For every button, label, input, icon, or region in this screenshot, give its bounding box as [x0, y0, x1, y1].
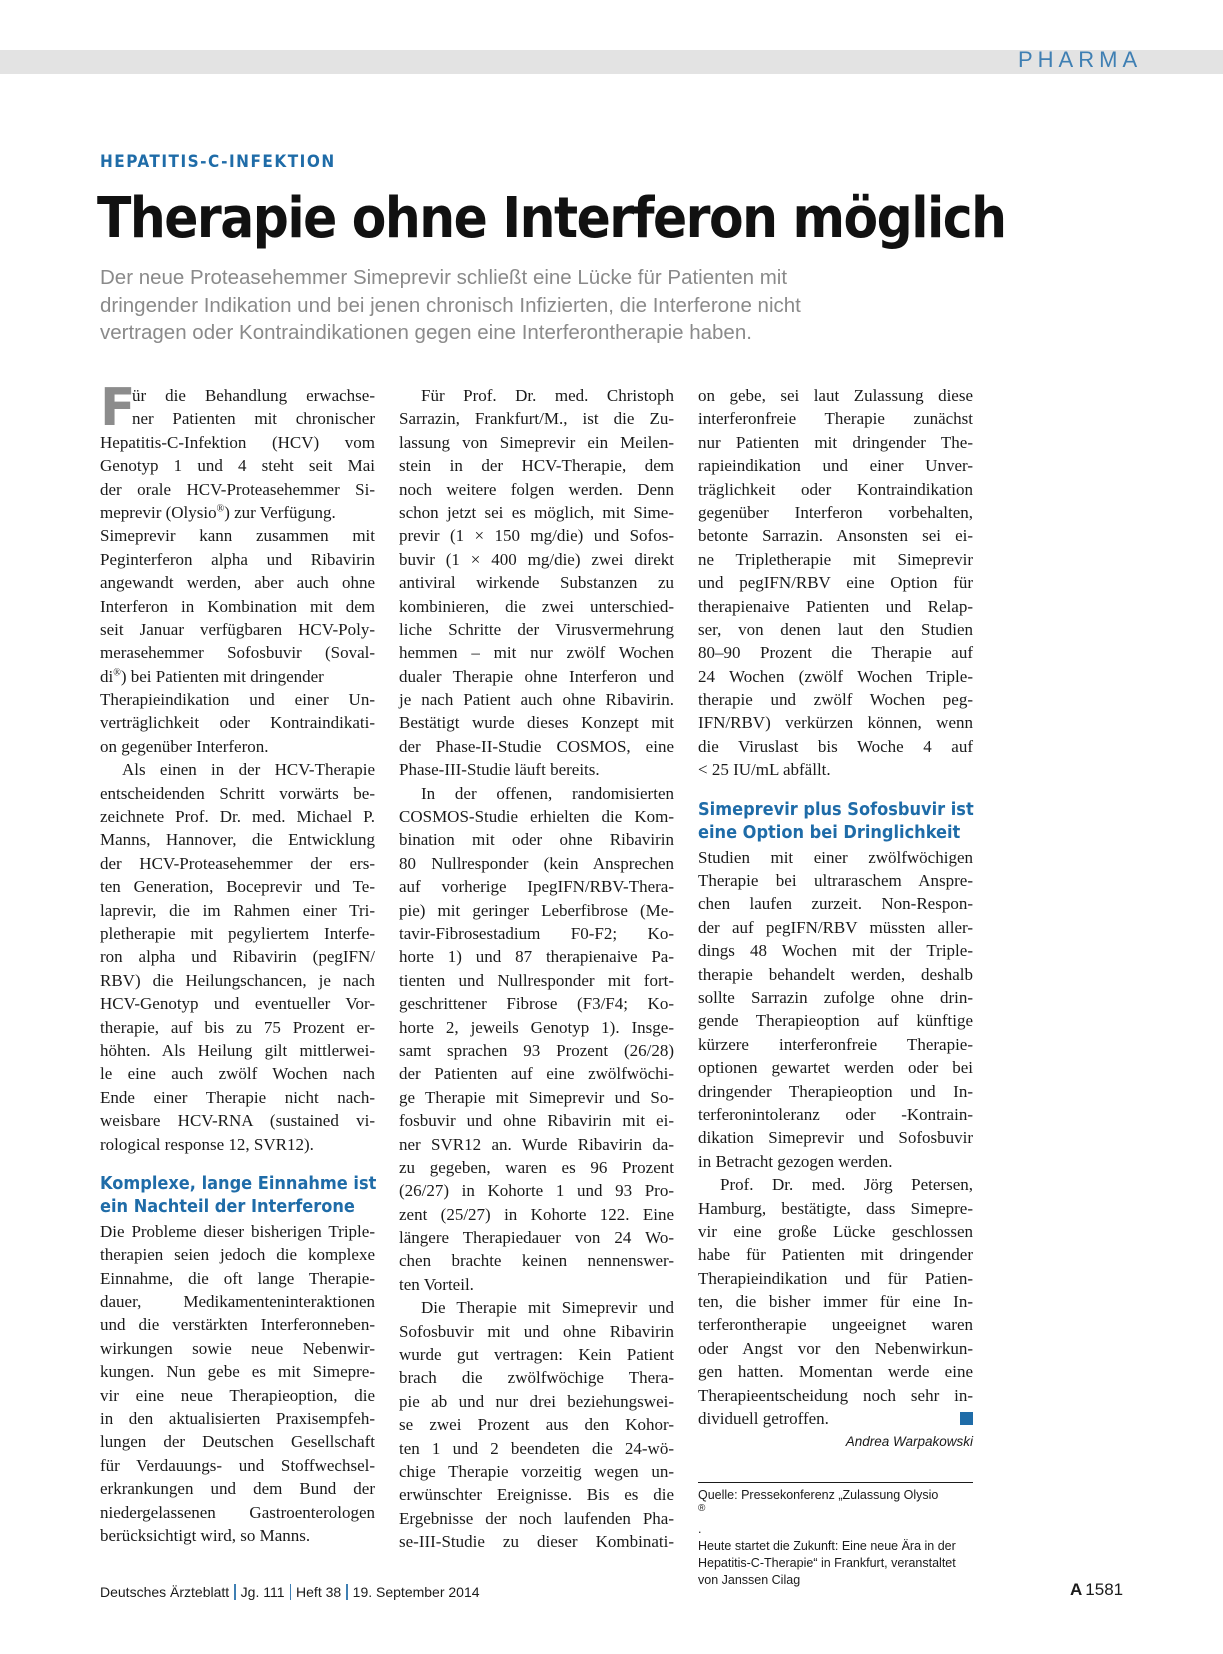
text-line: < 25 IU/mL abfällt.	[698, 760, 831, 780]
text-line: vir eine große Lücke geschlossen	[698, 1221, 973, 1241]
author-byline: Andrea Warpakowski	[845, 1434, 973, 1450]
text-line: ner SVR12 an. Wurde Ribavirin da-	[399, 1134, 674, 1154]
text-line: schon jetzt sei es möglich, mit Sime-	[399, 502, 674, 522]
column-3	[698, 384, 973, 1453]
paragraph	[100, 758, 375, 1156]
text-line	[698, 1407, 973, 1430]
text-line: die Viruslast bis Woche 4 auf	[698, 736, 973, 756]
text-line: gegenüber Interferon vorbehalten,	[698, 502, 973, 522]
text-line: brach die zwölfwöchige Thera-	[399, 1368, 674, 1388]
text-fragment: ) bei Patienten mit dringender	[120, 666, 324, 686]
text-line: lassung von Simeprevir ein Meilen-	[399, 432, 674, 452]
text-line: in Betracht gezogen werden.	[698, 1151, 893, 1171]
text-line: therapien seien jedoch die komplexe	[100, 1245, 375, 1265]
text-line: ten 1 und 2 beendeten die 24-wö-	[399, 1438, 674, 1458]
column-1	[100, 378, 377, 1547]
text-line: Einnahme, die oft lange Therapie-	[100, 1268, 375, 1288]
text-line: Hepatitis-C-Infektion (HCV) vom	[100, 432, 375, 452]
text-line: therapie und zwölf Wochen peg-	[698, 690, 973, 710]
page-number	[1070, 1580, 1123, 1600]
text-line: bination mit oder ohne Ribavirin	[399, 830, 674, 850]
text-line: zu gegeben, waren es 96 Prozent	[399, 1157, 674, 1177]
text-line: optionen gewartet werden oder bei	[698, 1058, 973, 1078]
text-line: Für Prof. Dr. med. Christoph	[421, 386, 674, 405]
text-line: der auf pegIFN/RBV müssten aller-	[698, 917, 973, 937]
text-line: In der offenen, randomisierten	[421, 783, 674, 803]
text-line: weisbare HCV-RNA (sustained vi-	[100, 1111, 375, 1131]
text-line: stein in der HCV-Therapie, dem	[399, 456, 674, 476]
text-line: interferonfreie Therapie zunächst	[698, 409, 973, 429]
text-line: nur Patienten mit dringender The-	[698, 432, 973, 452]
text-line: erwünschter Ereignisse. Bis es die	[399, 1485, 674, 1505]
text-line: ten, die bisher immer für eine In-	[698, 1292, 973, 1312]
text-line	[100, 501, 375, 524]
text-line: Die Probleme dieser bisherigen Triple-	[100, 1221, 375, 1241]
text-line: ten Vorteil.	[399, 1274, 474, 1294]
text-line: horte 1) und 87 therapienaive Pa-	[399, 947, 674, 967]
text-line: tienten und Nullresponder mit fort-	[399, 970, 674, 990]
text-line: ten Generation, Boceprevir und Te-	[100, 877, 375, 897]
subheading-line: Komplexe, lange Einnahme ist	[100, 1172, 377, 1194]
paragraph	[399, 782, 674, 1297]
text-line: ne Tripletherapie mit Simeprevir	[698, 549, 973, 569]
article-title: Therapie ohne Interferon möglich	[97, 186, 1006, 251]
lead-line: dringender Indikation und bei jenen chronisch Infizierten, die Interferone nicht	[100, 293, 801, 317]
registered-mark: ®	[698, 1502, 706, 1514]
article-kicker: HEPATITIS-C-INFEKTION	[100, 152, 336, 172]
source-line	[698, 1487, 973, 1538]
text-line: hemmen – mit nur zwölf Wochen	[399, 643, 674, 663]
text-line: habe für Patienten mit dringender	[698, 1245, 973, 1265]
lead-line: vertragen oder Kontraindikationen gegen eine Interferontherapie haben.	[100, 321, 752, 344]
text-line: dringender Therapieoption und In-	[698, 1081, 973, 1101]
text-line: therapienaive Patienten und Relap-	[698, 596, 973, 616]
text-line: der Phase-II-Studie COSMOS, eine	[399, 736, 674, 756]
text-line: niedergelassenen Gastroenterologen	[100, 1502, 375, 1522]
column-2	[399, 384, 674, 1554]
text-line: der HCV-Proteasehemmer der ers-	[100, 853, 375, 873]
text-line: oder Angst vor den Nebenwirkun-	[698, 1338, 973, 1358]
text-line: dikation Simeprevir und Sofosbuvir	[698, 1128, 973, 1148]
subheading-line: Simeprevir plus Sofosbuvir ist	[698, 798, 974, 820]
text-line: liche Schritte der Virusvermehrung	[399, 619, 674, 639]
text-line: verträglichkeit oder Kontraindikati-	[100, 713, 375, 733]
subheading	[698, 798, 973, 844]
text-line: in den aktualisierten Praxisempfeh-	[100, 1409, 375, 1429]
text-line: ser, von denen laut den Studien	[698, 619, 973, 639]
section-label: PHARMA	[1018, 47, 1143, 72]
text-line: Bestätigt wurde dieses Konzept mit	[399, 713, 674, 733]
journal-issue: Heft 38	[296, 1584, 342, 1600]
source-line: Heute startet die Zukunft: Eine neue Ära in der	[698, 1539, 956, 1553]
text-line: Sofosbuvir mit und ohne Ribavirin	[399, 1321, 674, 1341]
text-line: Therapieentscheidung noch sehr in-	[698, 1385, 973, 1405]
text-line: kürzere interferonfreie Therapie-	[698, 1034, 973, 1054]
text-line: ner Patienten mit chronischer	[132, 409, 375, 429]
text-line: angewandt werden, aber auch ohne	[100, 573, 375, 593]
text-line: previr (1 × 150 mg/die) und Sofos-	[399, 526, 674, 546]
source-line: Hepatitis-C-Therapie“ in Frankfurt, veranstaltet	[698, 1556, 956, 1570]
text-line: Die Therapie mit Simeprevir und	[421, 1298, 674, 1318]
journal-name: Deutsches Ärzteblatt	[100, 1584, 230, 1600]
text-fragment: meprevir (Olysio	[100, 502, 217, 522]
text-line: on gegenüber Interferon.	[100, 736, 269, 756]
text-fragment: di	[100, 666, 114, 686]
text-line: le eine auch zwölf Wochen nach	[100, 1064, 375, 1084]
text-line: gen hatten. Momentan werde eine	[698, 1362, 973, 1382]
text-line: HCV-Genotyp und eventueller Vor-	[100, 994, 375, 1014]
page-footer	[100, 1584, 480, 1600]
text-line: chen brachte keinen nennenswer-	[399, 1251, 674, 1271]
text-line: dings 48 Wochen mit der Triple-	[698, 941, 973, 961]
text-line: se-III-Studie zu dieser Kombinati-	[399, 1532, 674, 1552]
end-mark-icon	[960, 1412, 973, 1425]
text-line: fosbuvir und ohne Ribavirin mit ei-	[399, 1111, 674, 1131]
text-line	[100, 665, 375, 688]
text-line: der Patienten auf eine zwölfwöchi-	[399, 1064, 674, 1084]
text-line: seit Januar verfügbaren HCV-Poly-	[100, 619, 375, 639]
text-line: chige Therapie vorzeitig wegen un-	[399, 1461, 674, 1481]
text-line: 24 Wochen (zwölf Wochen Triple-	[698, 666, 973, 686]
text-line: ür die Behandlung erwachse-	[132, 386, 375, 405]
text-line: dualer Therapie ohne Interferon und	[399, 666, 674, 686]
footer-separator	[346, 1584, 348, 1600]
text-line: horte 2, jeweils Genotyp 1). Insge-	[399, 1017, 674, 1037]
text-line: se zwei Prozent aus den Kohor-	[399, 1415, 674, 1435]
text-line: chen laufen zurzeit. Non-Respon-	[698, 894, 973, 914]
text-line: erkrankungen und dem Bund der	[100, 1479, 375, 1499]
text-line: ge Therapie mit Simeprevir und So-	[399, 1087, 674, 1107]
text-line: Therapieindikation und für Patien-	[698, 1268, 973, 1288]
subheading	[100, 1172, 375, 1218]
registered-mark: ®	[216, 503, 225, 515]
text-line: träglichkeit oder Kontraindikation	[698, 479, 973, 499]
paragraph	[100, 1220, 375, 1547]
text-line: betonte Sarrazin. Ansonsten sei ei-	[698, 526, 973, 546]
text-line: wurde gut vertragen: Kein Patient	[399, 1345, 674, 1365]
text-line: RBV) die Heilungschancen, je nach	[100, 970, 375, 990]
text-line: (26/27) in Kohorte 1 und 93 Pro-	[399, 1181, 674, 1201]
text-line: pletherapie mit pegyliertem Interfe-	[100, 923, 375, 943]
text-line: tavir-Fibrosestadium F0-F2; Ko-	[399, 923, 674, 943]
text-line: dauer, Medikamenteninteraktionen	[100, 1292, 375, 1312]
text-line: therapie, auf bis zu 75 Prozent er-	[100, 1017, 375, 1037]
text-line: Hamburg, bestätigte, dass Simepre-	[698, 1198, 973, 1218]
text-line: längere Therapiedauer von 24 Wo-	[399, 1228, 674, 1248]
source-note	[698, 1482, 973, 1589]
page-number-value: 1581	[1085, 1580, 1124, 1599]
text-line: geschrittener Fibrose (F3/F4; Ko-	[399, 994, 674, 1014]
registered-mark: ®	[113, 667, 121, 679]
text-line: Ende einer Therapie nicht nach-	[100, 1087, 375, 1107]
text-line: Genotyp 1 und 4 steht seit Mai	[100, 456, 375, 476]
text-line: berücksichtigt wird, so Manns.	[100, 1525, 311, 1545]
text-line: pie ab und nur drei beziehungswei-	[399, 1391, 674, 1411]
journal-volume: Jg. 111	[240, 1584, 285, 1600]
text-line: Therapieindikation und einer Un-	[100, 690, 375, 710]
text-line: pie) mit geringer Leberfibrose (Me-	[399, 900, 674, 920]
lead-line: Der neue Proteasehemmer Simeprevir schließt eine Lücke für Patienten mit	[100, 266, 788, 289]
text-line: zent (25/27) in Kohorte 122. Eine	[399, 1204, 674, 1224]
paragraph	[399, 1296, 674, 1553]
drop-cap: F	[100, 378, 136, 438]
text-line: COSMOS-Studie erhielten die Kom-	[399, 807, 674, 827]
text-fragment: dividuell getroffen.	[698, 1409, 829, 1429]
text-line: Phase-III-Studie läuft bereits.	[399, 760, 600, 780]
article-lead	[100, 264, 1020, 347]
text-line: Ergebnisse der noch laufenden Pha-	[399, 1508, 674, 1528]
text-line: 80–90 Prozent die Therapie auf	[698, 643, 973, 663]
text-line: kungen. Nun gebe es mit Simepre-	[100, 1362, 375, 1382]
text-line: Peginterferon alpha und Ribavirin	[100, 549, 375, 569]
text-line: rapieindikation und einer Unver-	[698, 456, 973, 476]
text-line: wirkungen sowie neue Nebenwir-	[100, 1338, 375, 1358]
text-line: der orale HCV-Proteasehemmer Si-	[100, 479, 375, 499]
footer-separator	[290, 1584, 292, 1600]
text-line: merasehemmer Sofosbuvir (Soval-	[100, 643, 375, 663]
text-line: Sarrazin, Frankfurt/M., ist die Zu-	[399, 409, 674, 429]
text-line: gende Therapieoption auf künftige	[698, 1011, 973, 1031]
paragraph	[698, 384, 973, 782]
text-line: terferonintoleranz oder -Kontrain-	[698, 1104, 973, 1124]
text-fragment: Quelle: Pressekonferenz „Zulassung Olysio	[698, 1488, 939, 1502]
text-line: Interferon in Kombination mit dem	[100, 596, 375, 616]
text-line: Manns, Hannover, die Entwicklung	[100, 830, 375, 850]
text-line: buvir (1 × 400 mg/die) zwei direkt	[399, 549, 674, 569]
text-line: für Verdauungs- und Stoffwechsel-	[100, 1455, 375, 1475]
text-line: Studien mit einer zwölfwöchigen	[698, 847, 973, 867]
text-line: Therapie bei ultraraschem Anspre-	[698, 871, 973, 891]
text-fragment: .	[698, 1522, 702, 1536]
text-line: zeichnete Prof. Dr. med. Michael P.	[100, 807, 375, 827]
text-line: sollte Sarrazin zufolge ohne drin-	[698, 987, 973, 1007]
subheading-line: ein Nachteil der Interferone	[100, 1195, 355, 1217]
subheading-line: eine Option bei Dringlichkeit	[698, 821, 961, 843]
text-fragment: ) zur Verfügung.	[224, 502, 336, 522]
text-line: entscheidenden Schritt vorwärts be-	[100, 783, 375, 803]
text-line: terferontherapie ungeeignet waren	[698, 1315, 973, 1335]
source-line: von Janssen Cilag	[698, 1573, 801, 1587]
text-line: Als einen in der HCV-Therapie	[122, 760, 375, 780]
text-line: auf vorherige IpegIFN/RBV-Thera-	[399, 877, 674, 897]
text-line: und pegIFN/RBV eine Option für	[698, 573, 973, 593]
text-line: IFN/RBV) verkürzen können, wenn	[698, 713, 973, 733]
text-line: vir eine neue Therapieoption, die	[100, 1385, 375, 1405]
text-line: und die verstärkten Interferonneben-	[100, 1315, 375, 1335]
text-line: 80 Nullresponder (kein Ansprechen	[399, 853, 674, 873]
text-line: kombinieren, die zwei unterschied-	[399, 596, 674, 616]
text-line: Prof. Dr. med. Jörg Petersen,	[720, 1175, 973, 1195]
paragraph	[100, 378, 375, 758]
issue-date: 19. September 2014	[352, 1584, 480, 1600]
text-line: rological response 12, SVR12).	[100, 1134, 314, 1154]
text-line: Simeprevir kann zusammen mit	[100, 526, 375, 546]
text-line: therapie behandelt werden, deshalb	[698, 964, 973, 984]
text-line: laprevir, die im Rahmen einer Tri-	[100, 900, 375, 920]
text-line: je nach Patient auch ohne Ribavirin.	[399, 690, 674, 710]
paragraph	[399, 384, 674, 782]
text-line: on gebe, sei laut Zulassung diese	[698, 386, 973, 405]
text-line: ron alpha und Ribavirin (pegIFN/	[100, 947, 375, 967]
footer-separator	[234, 1584, 236, 1600]
text-line: antiviral wirkende Substanzen zu	[399, 573, 674, 593]
paragraph	[698, 846, 973, 1173]
paragraph	[698, 1173, 973, 1430]
page-prefix: A	[1070, 1580, 1083, 1599]
text-line: lungen der Deutschen Gesellschaft	[100, 1432, 375, 1452]
text-line: samt sprachen 93 Prozent (26/28)	[399, 1040, 674, 1060]
text-line: höhten. Als Heilung gilt mittlerwei-	[100, 1040, 375, 1060]
text-line: noch weitere folgen werden. Denn	[399, 479, 674, 499]
